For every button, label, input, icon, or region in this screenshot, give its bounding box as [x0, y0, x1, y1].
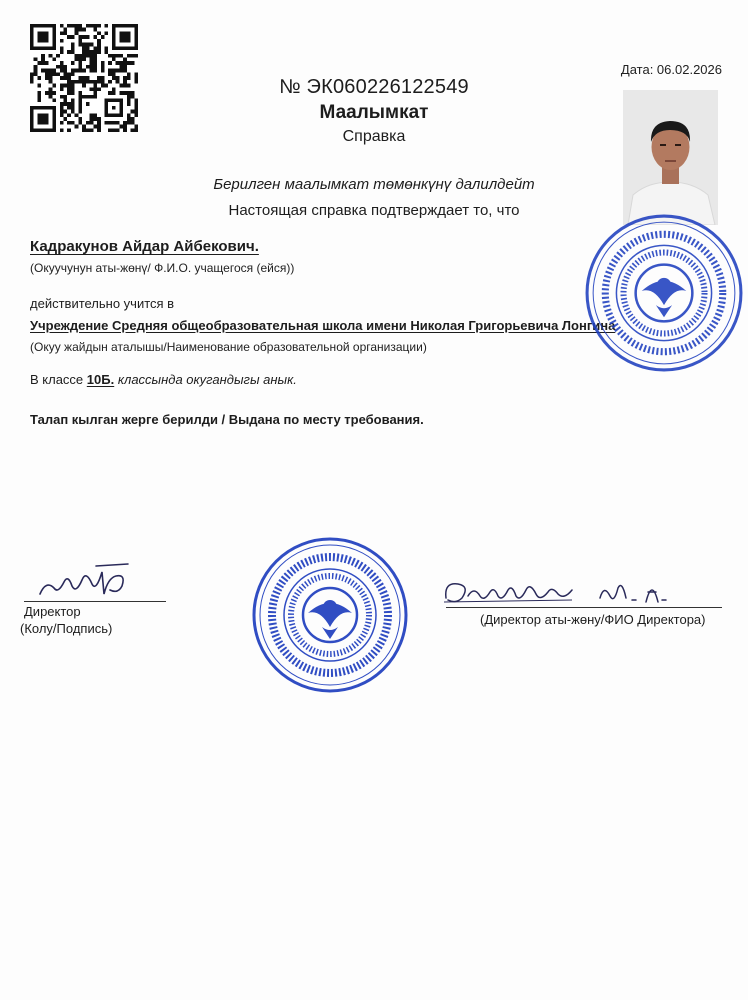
- document-number: № ЭК060226122549: [279, 76, 469, 98]
- issue-date: Дата: 06.02.2026: [620, 62, 722, 77]
- title-kyrgyz: Маалымкат: [319, 102, 429, 123]
- class-prefix: В классе: [30, 372, 84, 387]
- confirmation-russian: Настоящая справка подтверждает то, что: [228, 202, 520, 219]
- director-label: Директор: [24, 604, 81, 619]
- signature-line-left: [24, 601, 166, 602]
- director-name-caption: (Директор аты-жөну/ФИО Директора): [480, 612, 706, 627]
- official-stamp-icon: [583, 212, 745, 374]
- signature-line-right: [446, 607, 722, 608]
- organization-caption: (Окуу жайдын аталышы/Наименование образовательной организации): [30, 340, 427, 354]
- studies-text: действительно учится в: [30, 296, 175, 311]
- student-name-caption: (Окуучунун аты-жөнү/ Ф.И.О. учащегося (ейся)): [30, 261, 295, 275]
- student-name: Кадракунов Айдар Айбекович.: [30, 238, 259, 255]
- title-russian: Справка: [342, 128, 406, 145]
- issued-statement: Талап кылган жерге берилди / Выдана по месту требования.: [30, 412, 424, 427]
- class-suffix: классында окугандыгы анык.: [117, 372, 297, 387]
- director-signature: [36, 560, 136, 605]
- director-sign-caption: (Колу/Подпись): [20, 621, 113, 636]
- official-stamp-icon: [250, 535, 410, 695]
- class-value: 10Б.: [86, 372, 115, 387]
- confirmation-kyrgyz: Берилген маалымкат төмөнкүнү далилдейт: [213, 176, 535, 193]
- director-name-handwritten: [440, 572, 680, 608]
- class-line: [30, 372, 297, 387]
- organization-name: Учреждение Средняя общеобразовательная школа имени Николая Григорьевича Лонгина: [30, 318, 616, 333]
